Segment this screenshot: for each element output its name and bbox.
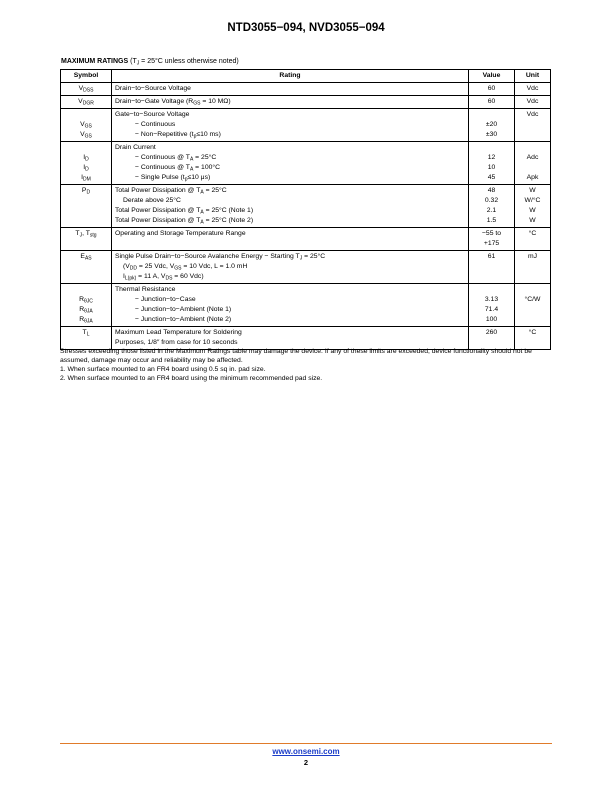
page-number: 2 xyxy=(303,758,309,767)
table-header-row xyxy=(61,70,551,83)
section-title-bold: MAXIMUM RATINGS xyxy=(61,58,129,65)
footnote-1: 1. When surface mounted to an FR4 board using 0.5 sq in. pad size. xyxy=(60,366,266,373)
unit-cell: Adc Apk xyxy=(515,142,551,185)
value-cell: 60 xyxy=(469,83,515,96)
unit-cell: Vdc xyxy=(515,109,551,142)
table-row xyxy=(61,228,551,251)
value-cell: 60 xyxy=(469,96,515,109)
maximum-ratings-table xyxy=(60,69,551,350)
stress-note: Stresses exceeding those listed in the Maximum Ratings table may damage the device. If any of these limits are exceeded, device functionality should not be assumed, damage may occur and reliability may be affected. xyxy=(60,348,532,364)
footer-rule xyxy=(60,743,552,744)
value-cell: −55 to +175 xyxy=(469,228,515,251)
unit-cell: °C xyxy=(515,228,551,251)
footer-website-link[interactable]: www.onsemi.com xyxy=(272,747,340,756)
symbol-cell: $V_{DGR}$ xyxy=(61,96,112,109)
rating-cell: Operating and Storage Temperature Range xyxy=(112,228,469,251)
unit-cell: Vdc xyxy=(515,96,551,109)
value-cell: 12 10 45 xyxy=(469,142,515,185)
rating-cell: Drain−to−Source Voltage xyxy=(112,83,469,96)
footnote-2: 2. When surface mounted to an FR4 board using the minimum recommended pad size. xyxy=(60,375,323,382)
table-row xyxy=(61,83,551,96)
table-row xyxy=(61,251,551,284)
table-row xyxy=(61,96,551,109)
unit-cell: °C xyxy=(515,327,551,350)
symbol-cell: $V_{GS}$ $V_{GS}$ xyxy=(61,109,112,142)
header-symbol: Symbol xyxy=(61,70,112,83)
value-cell: 3.13 71.4 100 xyxy=(469,284,515,327)
symbol-cell: $I_D$ $I_D$ $I_{DM}$ xyxy=(61,142,112,185)
symbol-cell: $R_{\theta JC}$ $R_{\theta JA}$ $R_{\theta JA}$ xyxy=(61,284,112,327)
unit-cell: Vdc xyxy=(515,83,551,96)
table-row xyxy=(61,142,551,185)
value-cell: 61 xyxy=(469,251,515,284)
notes-block xyxy=(60,347,555,383)
section-title-cond: ($T_J = 25^\circ C$ unless otherwise noted) xyxy=(130,58,239,67)
rating-cell: Drain Current − Continuous @ $T_A = 25^\circ C$ − Continuous @ $T_A = 100^\circ C$ − Single Pulse ($t_p\le 10$ μs) xyxy=(112,142,469,185)
page-header-title: NTD3055−094, NVD3055−094 xyxy=(227,22,385,34)
unit-cell: mJ xyxy=(515,251,551,284)
symbol-cell: $E_{AS}$ xyxy=(61,251,112,284)
header-value: Value xyxy=(469,70,515,83)
header-rating: Rating xyxy=(112,70,469,83)
table-row xyxy=(61,284,551,327)
rating-cell: Thermal Resistance − Junction−to−Case − Junction−to−Ambient (Note 1) − Junction−to−Ambient (Note 2) xyxy=(112,284,469,327)
section-title xyxy=(61,58,239,65)
header-unit: Unit xyxy=(515,70,551,83)
rating-cell: Total Power Dissipation @ $T_A = 25^\circ C$ Derate above 25°C Total Power Dissipation @ $T_A = 25^\circ C$ (Note 1) Total Power Dissipation @ $T_A = 25^\circ C$ (Note 2) xyxy=(112,185,469,228)
table-row xyxy=(61,109,551,142)
symbol-cell: $P_D$ xyxy=(61,185,112,228)
rating-cell: Maximum Lead Temperature for Soldering Purposes, 1/8″ from case for 10 seconds xyxy=(112,327,469,350)
unit-cell: W W/°C W W xyxy=(515,185,551,228)
symbol-cell: $T_L$ xyxy=(61,327,112,350)
symbol-cell: $V_{DSS}$ xyxy=(61,83,112,96)
symbol-cell: $T_J$, $T_{stg}$ xyxy=(61,228,112,251)
table-row xyxy=(61,185,551,228)
rating-cell: Gate−to−Source Voltage − Continuous − Non−Repetitive ($t_p\le 10$ ms) xyxy=(112,109,469,142)
rating-cell: Single Pulse Drain−to−Source Avalanche Energy − Starting $T_J = 25^\circ C$ ($V_{DD} = 25$ Vdc, $V_{GS} = 10$ Vdc, L = 1.0 mH $I_{L(pk)} = 11$ A, $V_{DS} = 60$ Vdc) xyxy=(112,251,469,284)
value-cell: 260 xyxy=(469,327,515,350)
unit-cell: °C/W xyxy=(515,284,551,327)
value-cell: ±20 ±30 xyxy=(469,109,515,142)
value-cell: 48 0.32 2.1 1.5 xyxy=(469,185,515,228)
rating-cell: Drain−to−Gate Voltage ($R_{GS} = 10$ MΩ) xyxy=(112,96,469,109)
